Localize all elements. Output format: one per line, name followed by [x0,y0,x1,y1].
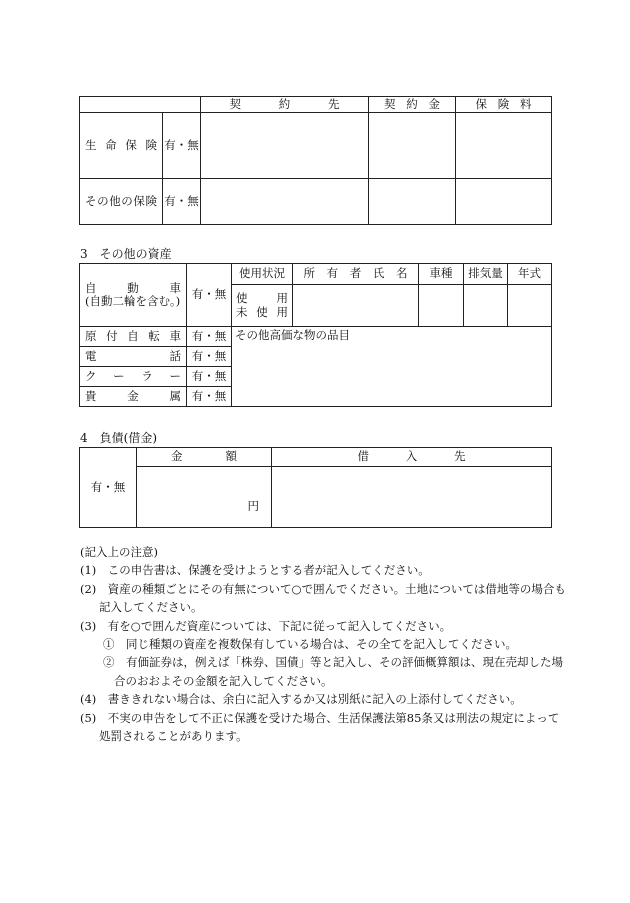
note-3-2-cont: 合のおおよその金額を記入してください。 [114,673,333,688]
moped-presence[interactable]: 有・無 [187,327,232,347]
precious-metals-label: 貴金属 [80,387,187,407]
header-usage-status: 使用状況 [232,264,293,285]
other-insurance-contract-party[interactable] [201,179,369,225]
debts-table [79,447,552,528]
other-insurance-contract-amount[interactable] [369,179,456,225]
life-insurance-label: 生命保険 [80,113,163,179]
car-model-year[interactable] [508,285,552,327]
car-presence[interactable]: 有・無 [187,264,232,327]
cooler-presence[interactable]: 有・無 [187,367,232,387]
life-insurance-contract-party[interactable] [201,113,369,179]
life-insurance-contract-amount[interactable] [369,113,456,179]
cooler-label: クーラー [80,367,187,387]
notes-section [80,543,566,745]
car-label: 自動車 (自動二輪を含む。) [80,264,187,327]
header-premium: 保険料 [456,97,552,113]
note-2: (2) 資産の種類ごとにその有無について○で囲んでください。土地については借地等の場合も [80,581,566,596]
note-3-1: ① 同じ種類の資産を複数保有している場合は、その全てを記入してください。 [103,637,517,652]
header-contract-amount: 契約金 [369,97,456,113]
precious-metals-presence[interactable]: 有・無 [187,387,232,407]
other-insurance-presence[interactable]: 有・無 [163,179,201,225]
other-valuables-cell[interactable] [232,327,552,407]
header-owner-name: 所有者氏名 [293,264,419,285]
note-5-cont: 処罰されることがあります。 [99,729,248,744]
note-3-2: ② 有価証券は，例えば「株券、国債」等と記入し、その評価概算額は、現在売却した場 [103,655,563,670]
phone-presence[interactable]: 有・無 [187,347,232,367]
other-insurance-label: その他の保険 [80,179,163,225]
other-assets-table [79,263,552,407]
note-3: (3) 有を○で囲んだ資産については、下記に従って記入してください。 [80,618,452,633]
notes-title: (記入上の注意) [80,545,158,559]
section4-heading: 4 負債(借金) [80,431,157,445]
note-4: (4) 書ききれない場合は、余白に記入するか又は別紙に記入の上添付してください。 [80,692,522,707]
insurance-table [79,96,552,225]
header-contract-party: 契約先 [201,97,369,113]
phone-label: 電話 [80,347,187,367]
car-usage-status[interactable]: 使用 未使用 [232,285,293,327]
car-displacement[interactable] [464,285,508,327]
header-lender: 借入先 [272,448,552,467]
note-2-cont: 記入してください。 [99,600,203,615]
life-insurance-premium[interactable] [456,113,552,179]
note-1: (1) この申告書は、保護を受けようとする者が記入してください。 [80,563,430,578]
lender-cell[interactable] [272,467,552,528]
header-displacement: 排気量 [464,264,508,285]
header-debt-amount: 金額 [137,448,272,467]
moped-label: 原付自転車 [80,327,187,347]
header-model-year: 年式 [508,264,552,285]
debts-presence[interactable]: 有・無 [80,448,137,528]
car-type[interactable] [419,285,464,327]
header-car-type: 車種 [419,264,464,285]
section3-heading: 3 その他の資産 [80,247,172,261]
yen-unit: 円 [247,498,259,513]
life-insurance-presence[interactable]: 有・無 [163,113,201,179]
other-insurance-premium[interactable] [456,179,552,225]
note-5: (5) 不実の申告をして不正に保護を受けた場合、生活保護法第85条又は刑法の規定によって [80,710,560,725]
debt-amount-cell[interactable] [137,467,272,528]
insurance-blank-header [80,97,201,113]
car-owner-name[interactable] [293,285,419,327]
other-valuables-label: その他高価な物の品目 [235,328,350,342]
